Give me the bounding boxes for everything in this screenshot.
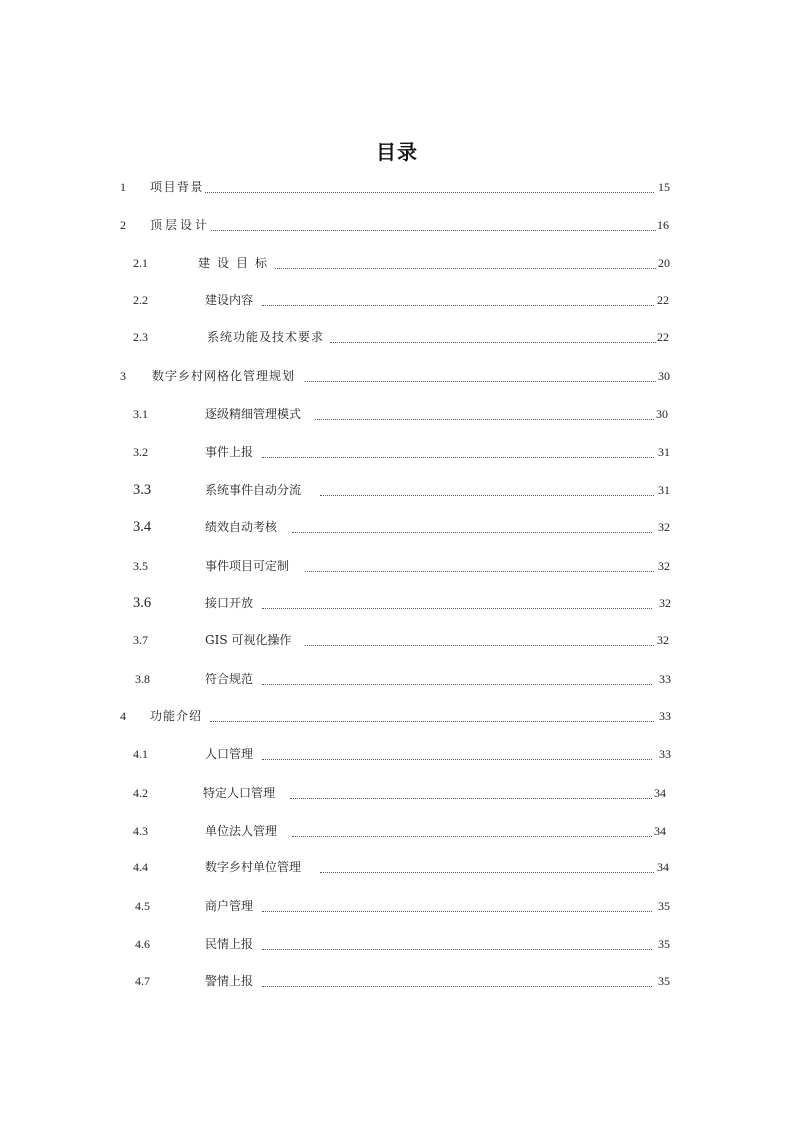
toc-entry-page: 31 — [657, 480, 670, 500]
toc-leader-dots — [320, 494, 654, 496]
toc-entry-title: 绩效自动考核 — [205, 517, 278, 537]
toc-entry-4-6[interactable] — [0, 934, 794, 954]
toc-entry-title: 顶层设计 — [150, 215, 211, 235]
toc-leader-dots — [292, 835, 652, 837]
toc-entry-number: 4.7 — [135, 974, 150, 988]
toc-entry-page: 34 — [653, 783, 666, 803]
toc-entry-4-2[interactable] — [0, 783, 794, 803]
toc-entry-number: 2.1 — [133, 256, 148, 270]
toc-entry-title: 项目背景 — [150, 177, 205, 197]
toc-leader-dots — [262, 985, 652, 987]
toc-entry-number: 4.5 — [135, 899, 150, 913]
toc-leader-dots — [262, 910, 652, 912]
toc-entry-2-3[interactable] — [0, 327, 794, 347]
toc-leader-dots — [262, 607, 652, 609]
toc-entry-title: 功能介绍 — [150, 706, 203, 726]
toc-entry-page: 22 — [656, 290, 669, 310]
toc-entry-number: 1 — [120, 180, 126, 194]
toc-entry-number: 3.2 — [133, 445, 148, 459]
toc-entry-title: GIS 可视化操作 — [205, 630, 292, 650]
toc-entry-title: 建设目标 — [198, 253, 275, 273]
toc-entry-title: 符合规范 — [205, 669, 254, 689]
toc-entry-page: 32 — [658, 593, 671, 613]
toc-entry-4-3[interactable] — [0, 821, 794, 841]
toc-entry-2[interactable] — [0, 215, 794, 235]
toc-leader-dots — [262, 948, 652, 950]
toc-leader-dots — [305, 380, 656, 382]
toc-entry-title: 数字乡村网格化管理规划 — [152, 366, 296, 386]
toc-entry-number: 4.4 — [133, 860, 148, 874]
toc-entry-title: 民情上报 — [205, 934, 254, 954]
toc-entry-page: 30 — [657, 366, 670, 386]
toc-entry-3-7[interactable] — [0, 630, 794, 650]
toc-entry-title: 事件上报 — [205, 442, 254, 462]
toc-leader-dots — [210, 229, 656, 231]
toc-leader-dots — [210, 720, 654, 722]
toc-entry-number: 4.2 — [133, 786, 148, 800]
toc-entry-title: 系统事件自动分流 — [205, 480, 302, 500]
toc-leader-dots — [305, 570, 654, 572]
toc-entry-3-3[interactable] — [0, 480, 794, 500]
toc-entry-4-4[interactable] — [0, 857, 794, 877]
toc-entry-number: 2.3 — [133, 330, 148, 344]
toc-entry-number: 3.8 — [135, 672, 150, 686]
toc-entry-number: 2 — [120, 218, 126, 232]
toc-entry-number: 3.3 — [133, 482, 152, 498]
toc-entry-page: 34 — [653, 821, 666, 841]
toc-entry-1[interactable] — [0, 177, 794, 197]
toc-entry-number: 3 — [120, 369, 126, 383]
toc-entry-title: 系统功能及技术要求 — [207, 327, 325, 347]
toc-entry-2-1[interactable] — [0, 253, 794, 273]
toc-entry-number: 4.6 — [135, 937, 150, 951]
toc-entry-title: 商户管理 — [205, 896, 254, 916]
toc-entry-title: 警情上报 — [205, 971, 254, 991]
toc-entry-page: 32 — [656, 630, 669, 650]
toc-entry-page: 33 — [658, 669, 671, 689]
toc-entry-3-4[interactable] — [0, 517, 794, 537]
toc-entry-page: 32 — [657, 556, 670, 576]
toc-leader-dots — [305, 644, 654, 646]
toc-entry-3-2[interactable] — [0, 442, 794, 462]
toc-entry-number: 3.5 — [133, 559, 148, 573]
toc-entry-title: 建设内容 — [205, 290, 254, 310]
toc-entry-number: 4.1 — [133, 747, 148, 761]
toc-entry-page: 33 — [658, 706, 671, 726]
toc-entry-3-8[interactable] — [0, 669, 794, 689]
toc-entry-title: 特定人口管理 — [203, 783, 276, 803]
toc-entry-number: 4 — [120, 709, 126, 723]
toc-entry-title: 单位法人管理 — [205, 821, 278, 841]
toc-entry-4-1[interactable] — [0, 744, 794, 764]
toc-leader-dots — [262, 304, 654, 306]
toc-entry-3-5[interactable] — [0, 556, 794, 576]
toc-entry-4-7[interactable] — [0, 971, 794, 991]
toc-entry-number: 4.3 — [133, 824, 148, 838]
toc-entry-page: 20 — [657, 253, 670, 273]
page-title: 目录 — [376, 140, 418, 164]
toc-entry-number: 3.7 — [133, 633, 148, 647]
toc-entry-number: 2.2 — [133, 293, 148, 307]
toc-leader-dots — [330, 341, 656, 343]
toc-entry-page: 31 — [657, 442, 670, 462]
toc-leader-dots — [262, 456, 654, 458]
toc-entry-page: 34 — [656, 857, 669, 877]
toc-entry-4[interactable] — [0, 706, 794, 726]
toc-entry-2-2[interactable] — [0, 290, 794, 310]
toc-leader-dots — [320, 871, 654, 873]
toc-entry-4-5[interactable] — [0, 896, 794, 916]
toc-entry-page: 35 — [657, 971, 670, 991]
toc-entry-title: 数字乡村单位管理 — [205, 857, 302, 877]
toc-entry-page: 35 — [657, 896, 670, 916]
toc-leader-dots — [262, 683, 652, 685]
toc-entry-title: 人口管理 — [205, 744, 254, 764]
toc-entry-page: 15 — [657, 177, 670, 197]
toc-entry-number: 3.1 — [133, 407, 148, 421]
toc-entry-page: 16 — [656, 215, 669, 235]
toc-entry-number: 3.4 — [133, 519, 152, 535]
toc-entry-page: 32 — [657, 517, 670, 537]
toc-entry-3-6[interactable] — [0, 593, 794, 613]
toc-leader-dots — [200, 191, 654, 193]
toc-leader-dots — [292, 531, 652, 533]
toc-leader-dots — [262, 758, 652, 760]
toc-entry-3[interactable] — [0, 366, 794, 386]
toc-leader-dots — [270, 267, 656, 269]
toc-entry-title: 接口开放 — [205, 593, 254, 613]
toc-leader-dots — [290, 797, 652, 799]
toc-leader-dots — [315, 418, 654, 420]
toc-entry-3-1[interactable] — [0, 404, 794, 424]
toc-entry-page: 33 — [658, 744, 671, 764]
toc-entry-page: 22 — [656, 327, 669, 347]
toc-entry-title: 逐级精细管理模式 — [205, 404, 302, 424]
toc-entry-title: 事件项目可定制 — [205, 556, 290, 576]
toc-entry-page: 30 — [655, 404, 668, 424]
toc-entry-page: 35 — [657, 934, 670, 954]
toc-entry-number: 3.6 — [133, 595, 152, 611]
